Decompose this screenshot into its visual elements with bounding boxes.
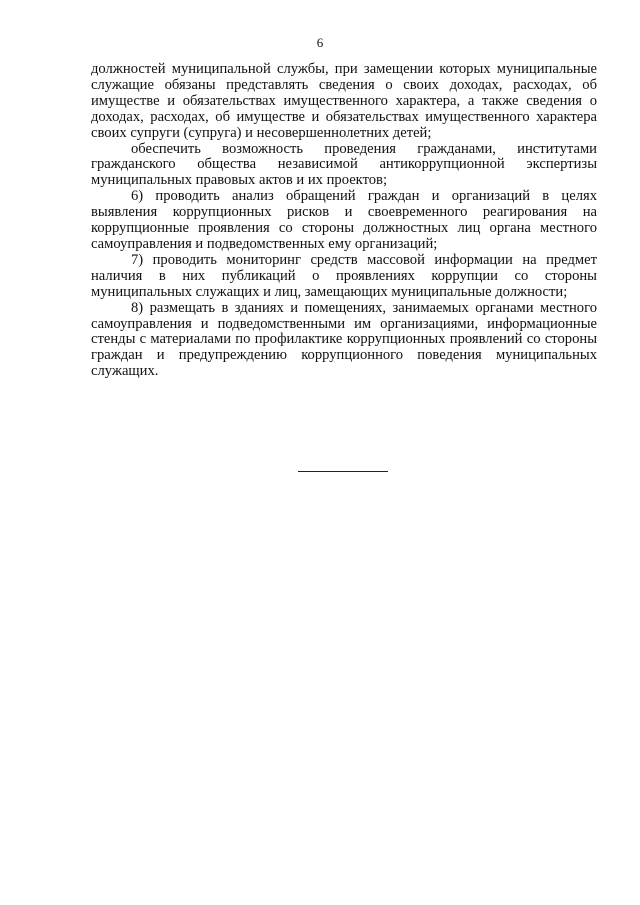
paragraph-item-6: 6) проводить анализ обращений граждан и организаций в целях выявления коррупционных рисков и своевременного реагирования на коррупционные проявления со стороны должностных лиц органа местного самоуправления и подведомственных ему организаций; [91, 188, 597, 252]
page-number: 6 [316, 35, 324, 50]
document-body [91, 62, 597, 380]
paragraph-expertise: обеспечить возможность проведения гражданами, институтами гражданского общества независимой антикоррупционной экспертизы муниципальных правовых актов и их проектов; [91, 140, 597, 189]
paragraph-item-7: 7) проводить мониторинг средств массовой информации на предмет наличия в них публикаций о проявлениях коррупции со стороны муниципальных служащих и лиц, замещающих муниципальные должности; [91, 251, 597, 300]
paragraph-continuation: должностей муниципальной службы, при замещении которых муниципальные служащие обязаны представлять сведения о своих доходах, расходах, об имуществе и обязательствах имущественного характера, а также сведения о доходах, расходах, об имуществе и обязательствах имущественного характера своих супруги (супруга) и несовершеннолетних детей; [91, 61, 597, 141]
paragraph-item-8: 8) размещать в зданиях и помещениях, занимаемых органами местного самоуправления и подведомственными им организациями, информационные стенды с материалами по профилактике коррупционных проявлений со стороны граждан и предупреждению коррупционного поведения муниципальных служащих. [91, 299, 597, 380]
end-separator-line [298, 471, 388, 472]
